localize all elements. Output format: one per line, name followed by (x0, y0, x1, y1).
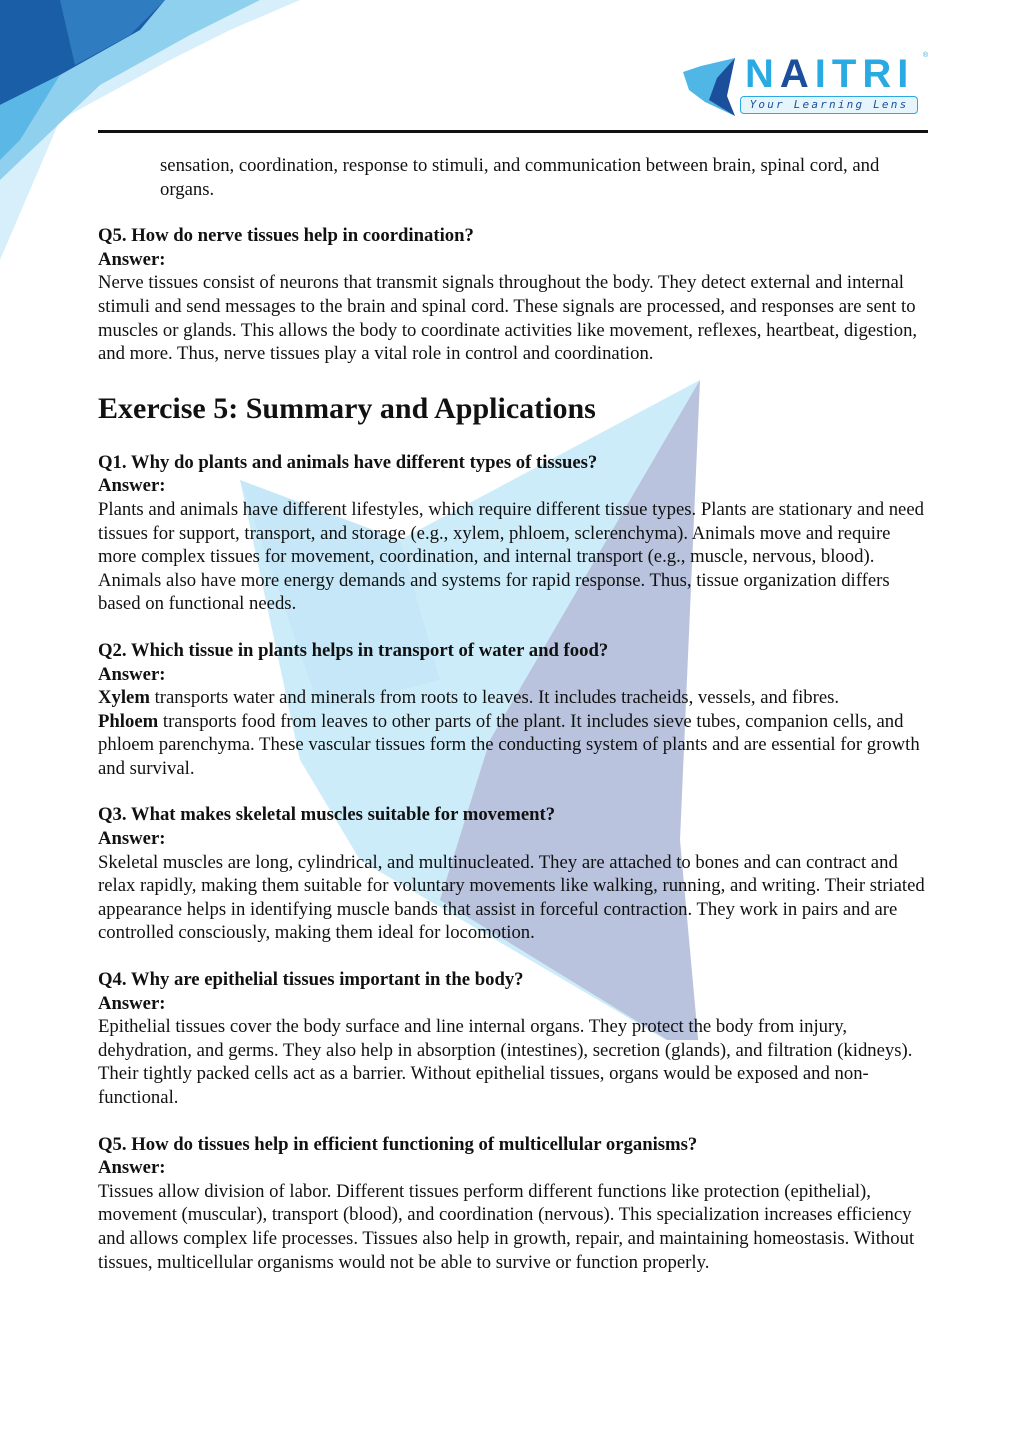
question: Q2. Which tissue in plants helps in transport of water and food? (98, 639, 609, 661)
question: Q1. Why do plants and animals have different types of tissues? (98, 451, 598, 473)
term-phloem: Phloem (98, 710, 159, 732)
answer-text: Skeletal muscles are long, cylindrical, and multinucleated. They are attached to bones and can contract and relax rapidly, making them suitable for voluntary movements like walking, running, and writing. Their striated appearance helps in identifying muscle bands that assist in forceful contraction. They work in pairs and are controlled consciously, making them ideal for locomotion. (98, 851, 925, 944)
page-content (98, 154, 928, 1274)
continued-paragraph: sensation, coordination, response to stimuli, and communication between brain, spinal cord, and organs. (160, 155, 880, 200)
brand-tagline: Your Learning Lens (740, 96, 918, 114)
answer-text: Plants and animals have different lifestyles, which require different tissue types. Plants are stationary and need tissues for support, transport, and storage (e.g., xylem, phloem, sclerenchyma). Animals move and require more complex tissues for movement, coordination, and internal transport (e.g., muscle, nervous, blood). Animals also have more energy demands and systems for rapid response. Thus, tissue organization differs based on functional needs. (98, 498, 924, 615)
answer-label: Answer: (98, 1157, 166, 1179)
answer-text: Nerve tissues consist of neurons that transmit signals throughout the body. They detect external and internal stimuli and send messages to the brain and spinal cord. These signals are processed, and responses are sent to muscles or glands. This allows the body to coordinate activities like movement, reflexes, heartbeat, digestion, and more. Thus, nerve tissues play a vital role in control and coordination. (98, 272, 918, 365)
question: Q3. What makes skeletal muscles suitable for movement? (98, 804, 556, 826)
question: Q5. How do nerve tissues help in coordination? (98, 225, 474, 247)
answer-text-phloem (98, 710, 928, 781)
answer-label: Answer: (98, 828, 166, 850)
question: Q4. Why are epithelial tissues important in the body? (98, 969, 524, 991)
answer-label: Answer: (98, 663, 166, 685)
answer-text: Epithelial tissues cover the body surface and line internal organs. They protect the body from injury, dehydration, and germs. They also help in absorption (intestines), secretion (glands), and filtration (kidneys). Their tightly packed cells act as a barrier. Without epithelial tissues, organs would be exposed and non-functional. (98, 1016, 913, 1108)
qa-block-q4 (98, 968, 928, 1110)
xylem-description: transports water and minerals from roots to leaves. It includes tracheids, vessels, and fibres. (149, 687, 840, 709)
answer-label: Answer: (98, 248, 166, 270)
answer-label: Answer: (98, 475, 166, 497)
answer-text-xylem (98, 686, 928, 710)
answer-label: Answer: (98, 992, 166, 1014)
header-rule (98, 130, 928, 133)
qa-block-q3 (98, 803, 928, 945)
qa-block-q1 (98, 451, 928, 616)
qa-block-q5 (98, 1133, 928, 1275)
qa-block-q2 (98, 639, 928, 781)
brand-logo (683, 52, 928, 120)
answer-text: Tissues allow division of labor. Different tissues perform different functions like protection (epithelial), movement (muscular), transport (blood), and coordination (nervous). This specialization increases efficiency and allows complex life processes. Tissues also help in growth, repair, and maintaining homeostasis. Without tissues, multicellular organisms would not be able to survive or function properly. (98, 1180, 915, 1273)
question: Q5. How do tissues help in efficient functioning of multicellular organisms? (98, 1133, 698, 1155)
brand-name: NAITRI (745, 52, 915, 96)
registered-mark: ® (922, 52, 928, 59)
term-xylem: Xylem (98, 687, 150, 709)
qa-block-prev-q5 (98, 224, 928, 366)
phloem-description: transports food from leaves to other parts of the plant. It includes sieve tubes, companion cells, and phloem parenchyma. These vascular tissues form the conducting system of plants and are essential for growth and survival. (98, 710, 920, 779)
section-heading: Exercise 5: Summary and Applications (98, 391, 596, 425)
logo-mark-icon (683, 58, 735, 116)
